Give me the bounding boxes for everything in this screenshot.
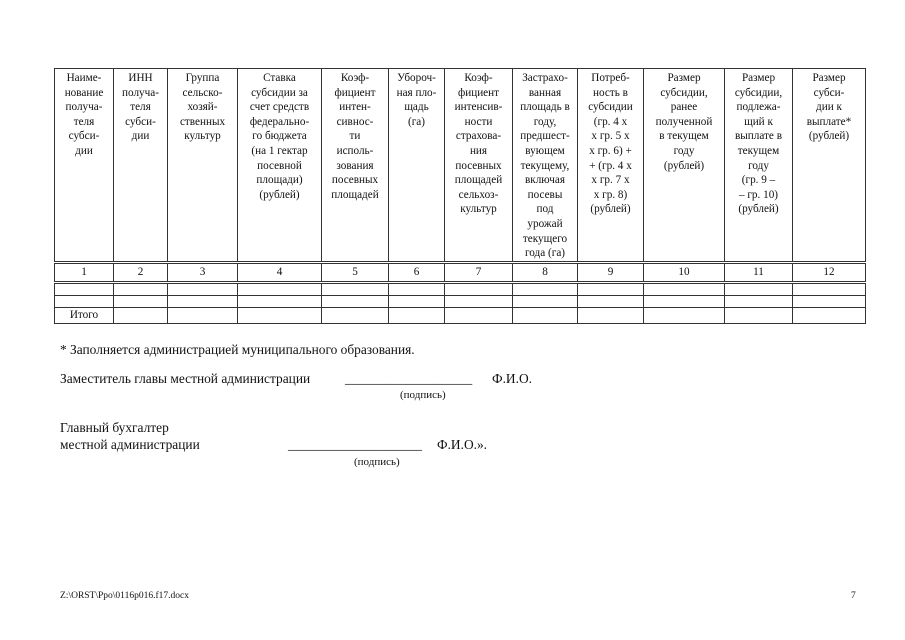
- table-header-row: [55, 69, 866, 263]
- empty-cell: [322, 296, 389, 308]
- accountant-signature-line: ____________________: [288, 437, 422, 452]
- empty-cell: [445, 296, 513, 308]
- empty-cell: [114, 308, 168, 324]
- column-number-cell: 6: [389, 263, 445, 283]
- header-cell: Коэф- фициент интен- сивнос- ти исполь- зования посевных площадей: [322, 69, 389, 263]
- header-cell: Группа сельско- хозяй- ственных культур: [168, 69, 238, 263]
- empty-cell: [578, 296, 644, 308]
- empty-cell: [644, 296, 725, 308]
- empty-cell: [389, 296, 445, 308]
- column-number-cell: 1: [55, 263, 114, 283]
- empty-cell: [445, 308, 513, 324]
- header-cell: Ставка субсидии за счет средств федерально- го бюджета (на 1 гектар посевной площади) (рублей): [238, 69, 322, 263]
- accountant-name: Ф.И.О.».: [437, 437, 488, 452]
- empty-cell: [513, 308, 578, 324]
- empty-cell: [793, 296, 866, 308]
- empty-cell: [55, 283, 114, 296]
- table-row: [55, 296, 866, 308]
- empty-cell: [168, 308, 238, 324]
- empty-cell: [55, 296, 114, 308]
- column-number-cell: 8: [513, 263, 578, 283]
- table-row: [55, 283, 866, 296]
- accountant-position-line2: местной администрации: [60, 437, 200, 452]
- accountant-position-line1: Главный бухгалтер: [60, 420, 169, 435]
- empty-cell: [389, 308, 445, 324]
- empty-cell: [793, 283, 866, 296]
- total-label: Итого: [55, 308, 114, 324]
- empty-cell: [389, 283, 445, 296]
- empty-cell: [238, 308, 322, 324]
- header-cell: ИНН получа- теля субси- дии: [114, 69, 168, 263]
- empty-cell: [578, 283, 644, 296]
- deputy-name: Ф.И.О.: [492, 371, 532, 386]
- deputy-signature-line: ___________________: [345, 371, 473, 386]
- empty-cell: [322, 283, 389, 296]
- deputy-signature-caption: (подпись): [400, 389, 446, 401]
- column-number-cell: 7: [445, 263, 513, 283]
- total-row: [55, 308, 866, 324]
- subsidy-table: [54, 68, 866, 324]
- column-number-cell: 5: [322, 263, 389, 283]
- footer-file-path: Z:\ORST\Ppo\0116p016.f17.docx: [60, 591, 189, 601]
- header-cell: Потреб- ность в субсидии (гр. 4 х х гр. 5 х х гр. 6) + + (гр. 4 х х гр. 7 х х гр. 8) (рублей): [578, 69, 644, 263]
- column-number-cell: 4: [238, 263, 322, 283]
- empty-cell: [793, 308, 866, 324]
- empty-cell: [238, 283, 322, 296]
- header-cell: Коэф- фициент интенсив- ности страхова- ния посевных площадей сельхоз- культур: [445, 69, 513, 263]
- empty-cell: [644, 283, 725, 296]
- deputy-position: Заместитель главы местной администрации: [60, 371, 311, 386]
- empty-cell: [513, 283, 578, 296]
- column-number-cell: 10: [644, 263, 725, 283]
- empty-cell: [445, 283, 513, 296]
- empty-cell: [725, 308, 793, 324]
- accountant-signature-caption: (подпись): [354, 456, 400, 468]
- column-number-cell: 11: [725, 263, 793, 283]
- column-number-cell: 9: [578, 263, 644, 283]
- empty-cell: [513, 296, 578, 308]
- empty-cell: [322, 308, 389, 324]
- empty-cell: [644, 308, 725, 324]
- column-number-cell: 2: [114, 263, 168, 283]
- header-cell: Убороч- ная пло- щадь (га): [389, 69, 445, 263]
- empty-cell: [168, 296, 238, 308]
- footnote: * Заполняется администрацией муниципального образования.: [60, 342, 415, 357]
- column-number-cell: 3: [168, 263, 238, 283]
- column-number-cell: 12: [793, 263, 866, 283]
- empty-cell: [168, 283, 238, 296]
- header-cell: Размер субсидии, ранее полученной в текущем году (рублей): [644, 69, 725, 263]
- empty-cell: [114, 283, 168, 296]
- column-number-row: [55, 263, 866, 283]
- header-cell: Застрахо- ванная площадь в году, предшест- вующем текущему, включая посевы под урожай текущего года (га): [513, 69, 578, 263]
- empty-cell: [725, 296, 793, 308]
- header-cell: Наиме- нование получа- теля субси- дии: [55, 69, 114, 263]
- empty-cell: [725, 283, 793, 296]
- footer-page-number: 7: [851, 591, 856, 601]
- empty-cell: [114, 296, 168, 308]
- header-cell: Размер субси- дии к выплате* (рублей): [793, 69, 866, 263]
- empty-cell: [238, 296, 322, 308]
- empty-cell: [578, 308, 644, 324]
- header-cell: Размер субсидии, подлежа- щий к выплате в текущем году (гр. 9 – – гр. 10) (рублей): [725, 69, 793, 263]
